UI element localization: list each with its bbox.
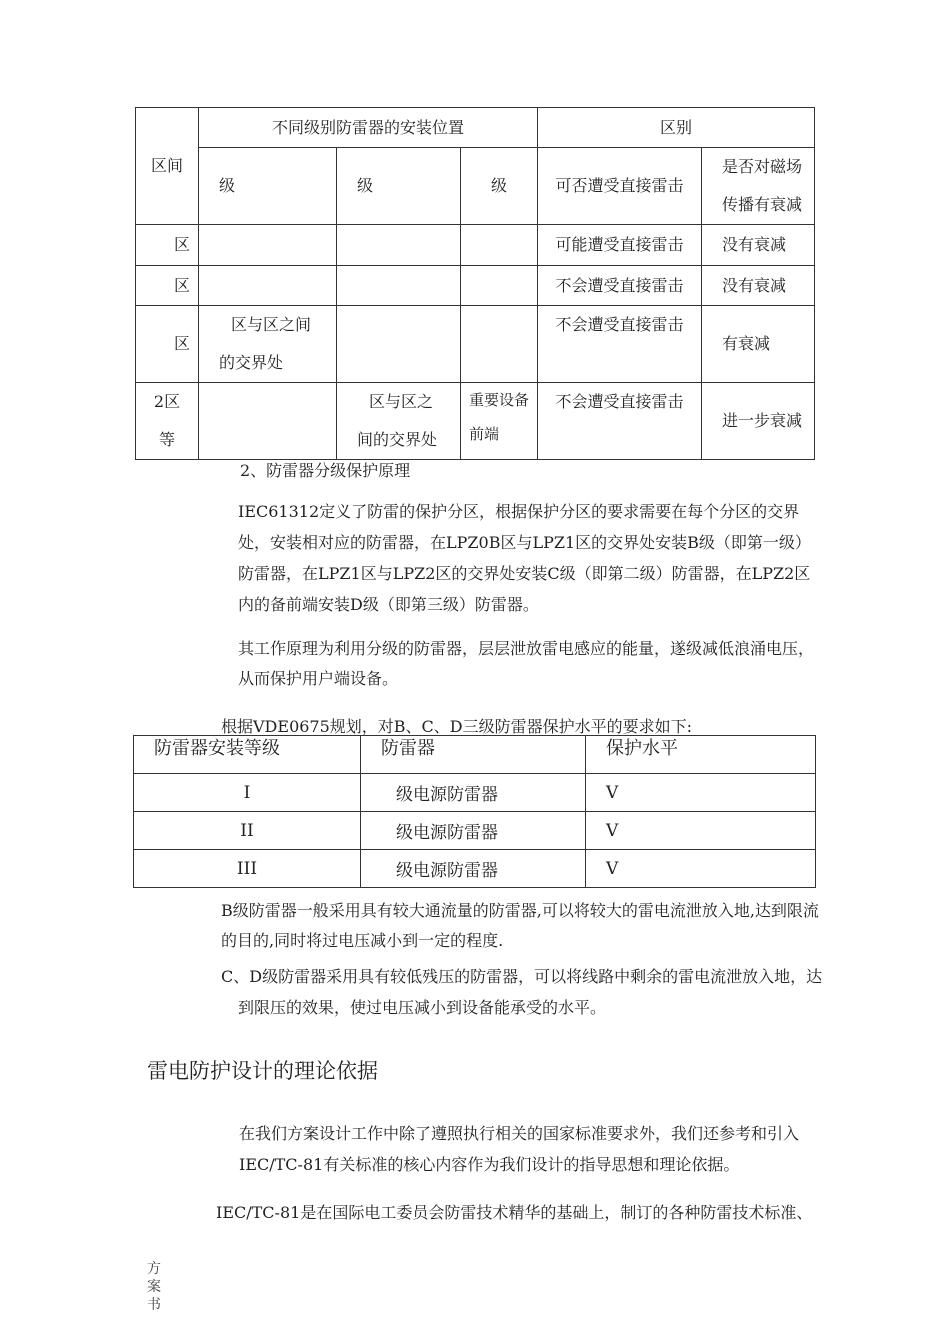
attenuation-cell: 没有衰减 [702, 266, 815, 306]
paragraph-iec: IEC/TC-81是在国际电工委员会防雷技术精华的基础上，制订的各种防雷技术标准、 [216, 1203, 813, 1222]
zone-cell: 区 [136, 306, 199, 383]
cell: 区与区之间的交界处 [199, 306, 337, 383]
cell [461, 306, 538, 383]
table-row [136, 266, 815, 306]
table-row [134, 850, 816, 888]
section-title: 2、防雷器分级保护原理 [240, 461, 411, 480]
level-cell: V [586, 774, 816, 812]
attenuation-header: 是否对磁场传播有衰减 [702, 148, 815, 225]
level-header: 保护水平 [586, 736, 816, 774]
level-2-header: 级 [337, 148, 461, 225]
direct-strike-header: 可否遭受直接雷击 [538, 148, 702, 225]
device-cell: 级电源防雷器 [361, 812, 586, 850]
zone-table [135, 107, 815, 460]
zone-cell: 区 [136, 266, 199, 306]
cell [199, 383, 337, 460]
cell: 区与区之间的交界处 [337, 383, 461, 460]
grade-cell: II [134, 812, 361, 850]
cell [199, 266, 337, 306]
table-row [136, 306, 815, 383]
level-1-header: 级 [199, 148, 337, 225]
attenuation-cell: 有衰减 [702, 306, 815, 383]
cell [337, 306, 461, 383]
protection-level-table [133, 735, 816, 888]
table-row [136, 225, 815, 266]
cell [461, 266, 538, 306]
cell [461, 225, 538, 266]
level-3-header: 级 [461, 148, 538, 225]
paragraph-b-level: B级防雷器一般采用具有较大通流量的防雷器,可以将较大的雷电流泄放入地,达到限流的目的,同时将过电压减小到一定的程度. [221, 901, 819, 950]
section-heading: 雷电防护设计的理论依据 [147, 1059, 378, 1083]
paragraph-principle: 其工作原理为利用分级的防雷器，层层泄放雷电感应的能量，遂级减低浪涌电压，从而保护用户端设备。 [238, 639, 815, 688]
zone-cell: 区 [136, 225, 199, 266]
direct-strike-cell: 不会遭受直接雷击 [538, 383, 702, 460]
grade-cell: III [134, 850, 361, 888]
device-cell: 级电源防雷器 [361, 774, 586, 812]
paragraph-cd-level: C、D级防雷器采用具有较低残压的防雷器，可以将线路中剩余的雷电流泄放入地，达到限压的效果，使过电压减小到设备能承受的水平。 [221, 967, 823, 1017]
level-cell: V [586, 812, 816, 850]
device-header: 防雷器 [361, 736, 586, 774]
grade-cell: I [134, 774, 361, 812]
attenuation-cell: 进一步衰减 [702, 383, 815, 460]
device-cell: 级电源防雷器 [361, 850, 586, 888]
diff-header: 区别 [538, 108, 815, 148]
direct-strike-cell: 不会遭受直接雷击 [538, 266, 702, 306]
cell [337, 225, 461, 266]
page-footer: 方案书 [147, 1261, 161, 1313]
cell [199, 225, 337, 266]
direct-strike-cell: 可能遭受直接雷击 [538, 225, 702, 266]
table-row [134, 812, 816, 850]
table-row [134, 774, 816, 812]
table-row [136, 383, 815, 460]
level-cell: V [586, 850, 816, 888]
position-header: 不同级别防雷器的安装位置 [199, 108, 538, 148]
cell: 重要设备前端 [461, 383, 538, 460]
paragraph-theory: 在我们方案设计工作中除了遵照执行相关的国家标准要求外，我们还参考和引入IEC/TC-81有关标准的核心内容作为我们设计的指导思想和理论依据。 [239, 1124, 800, 1174]
zone-header: 区间 [136, 108, 199, 225]
cell [337, 266, 461, 306]
attenuation-cell: 没有衰减 [702, 225, 815, 266]
zone-cell: 2区等 [136, 383, 199, 460]
grade-header: 防雷器安装等级 [134, 736, 361, 774]
paragraph-partition: IEC61312定义了防雷的保护分区，根据保护分区的要求需要在每个分区的交界处，安装相对应的防雷器，在LPZ0B区与LPZ1区的交界处安装B级（即第一级）防雷器，在LPZ1区与LPZ2区的交界处安装C级（即第二级）防雷器，在LPZ2区内的备前端安装D级（即第三级）防雷器。 [238, 502, 811, 614]
direct-strike-cell: 不会遭受直接雷击 [538, 306, 702, 383]
table-caption: 根据VDE0675规划，对B、C、D三级防雷器保护水平的要求如下: [221, 717, 693, 736]
